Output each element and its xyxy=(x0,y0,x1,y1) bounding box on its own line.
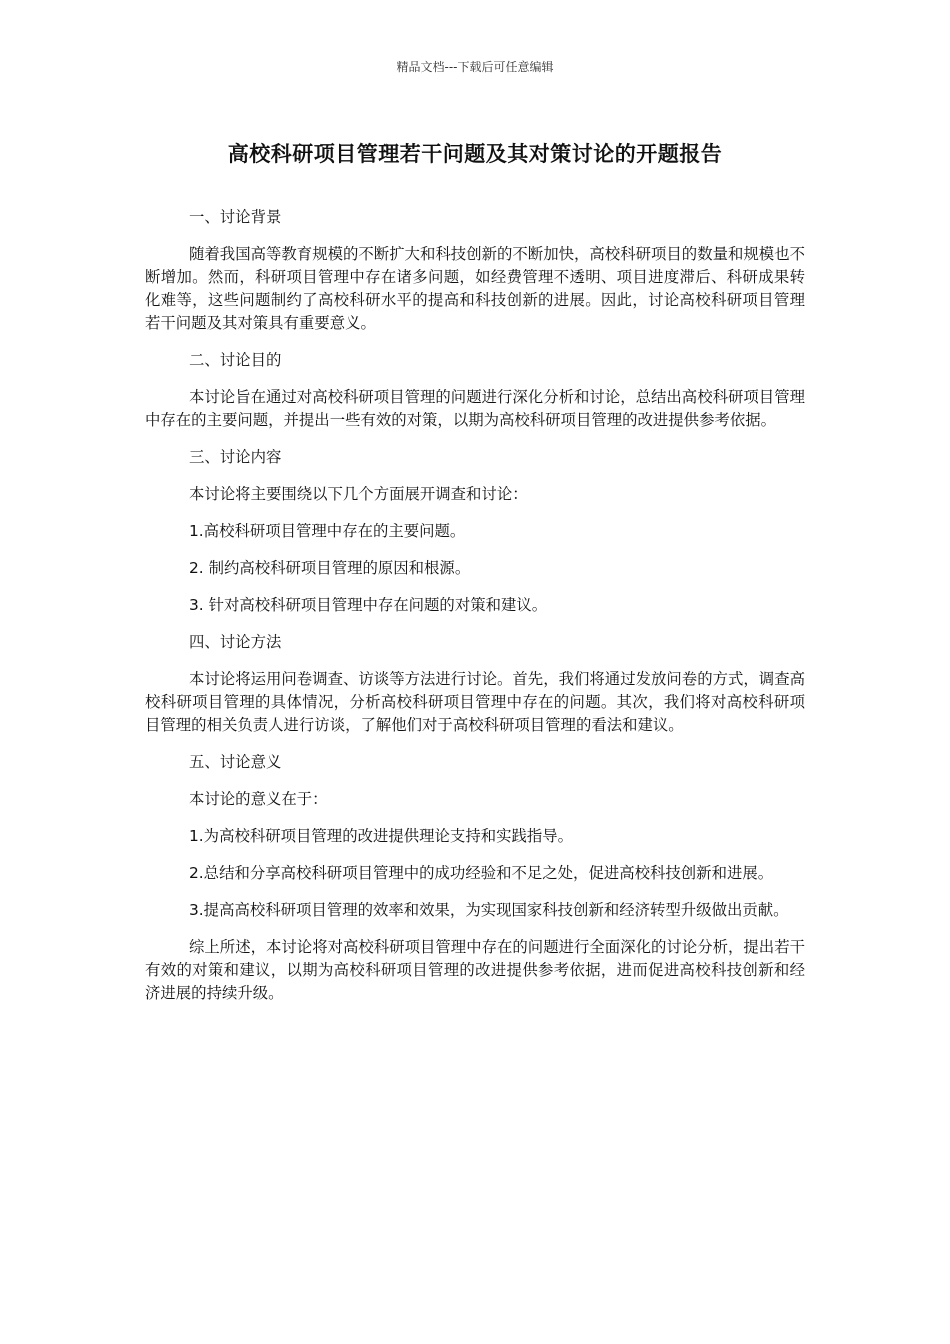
document-body xyxy=(145,206,805,1019)
page-header: 精品文档---下载后可任意编辑 xyxy=(396,60,554,74)
list-item-content-2: 2. 制约高校科研项目管理的原因和根源。 xyxy=(189,559,471,577)
section-heading-method: 四、讨论方法 xyxy=(189,633,282,651)
paragraph-significance-intro: 本讨论的意义在于： xyxy=(189,790,328,808)
list-item-content-1: 1.高校科研项目管理中存在的主要问题。 xyxy=(189,522,466,540)
paragraph-purpose: 本讨论旨在通过对高校科研项目管理的问题进行深化分析和讨论，总结出高校科研项目管理中存在的主要问题，并提出一些有效的对策，以期为高校科研项目管理的改进提供参考依据。 xyxy=(145,388,805,429)
section-heading-significance: 五、讨论意义 xyxy=(189,753,282,771)
list-item-significance-1: 1.为高校科研项目管理的改进提供理论支持和实践指导。 xyxy=(189,827,574,845)
paragraph-method: 本讨论将运用问卷调查、访谈等方法进行讨论。首先，我们将通过发放问卷的方式，调查高校科研项目管理的具体情况，分析高校科研项目管理中存在的问题。其次，我们将对高校科研项目管理的相关负责人进行访谈，了解他们对于高校科研项目管理的看法和建议。 xyxy=(145,670,805,734)
section-heading-background: 一、讨论背景 xyxy=(189,208,282,226)
section-heading-purpose: 二、讨论目的 xyxy=(189,351,282,369)
section-heading-content: 三、讨论内容 xyxy=(189,448,282,466)
paragraph-background: 随着我国高等教育规模的不断扩大和科技创新的不断加快，高校科研项目的数量和规模也不断增加。然而，科研项目管理中存在诸多问题，如经费管理不透明、项目进度滞后、科研成果转化难等，这些问题制约了高校科研水平的提高和科技创新的进展。因此，讨论高校科研项目管理若干问题及其对策具有重要意义。 xyxy=(145,245,805,332)
paragraph-conclusion: 综上所述，本讨论将对高校科研项目管理中存在的问题进行全面深化的讨论分析，提出若干有效的对策和建议，以期为高校科研项目管理的改进提供参考依据，进而促进高校科技创新和经济进展的持续升级。 xyxy=(145,938,805,1002)
list-item-significance-2: 2.总结和分享高校科研项目管理中的成功经验和不足之处，促进高校科技创新和进展。 xyxy=(189,864,774,882)
paragraph-content-intro: 本讨论将主要围绕以下几个方面展开调查和讨论： xyxy=(189,485,528,503)
list-item-content-3: 3. 针对高校科研项目管理中存在问题的对策和建议。 xyxy=(189,596,548,614)
list-item-significance-3: 3.提高高校科研项目管理的效率和效果，为实现国家科技创新和经济转型升级做出贡献。 xyxy=(189,901,789,919)
document-title: 高校科研项目管理若干问题及其对策讨论的开题报告 xyxy=(227,142,723,166)
